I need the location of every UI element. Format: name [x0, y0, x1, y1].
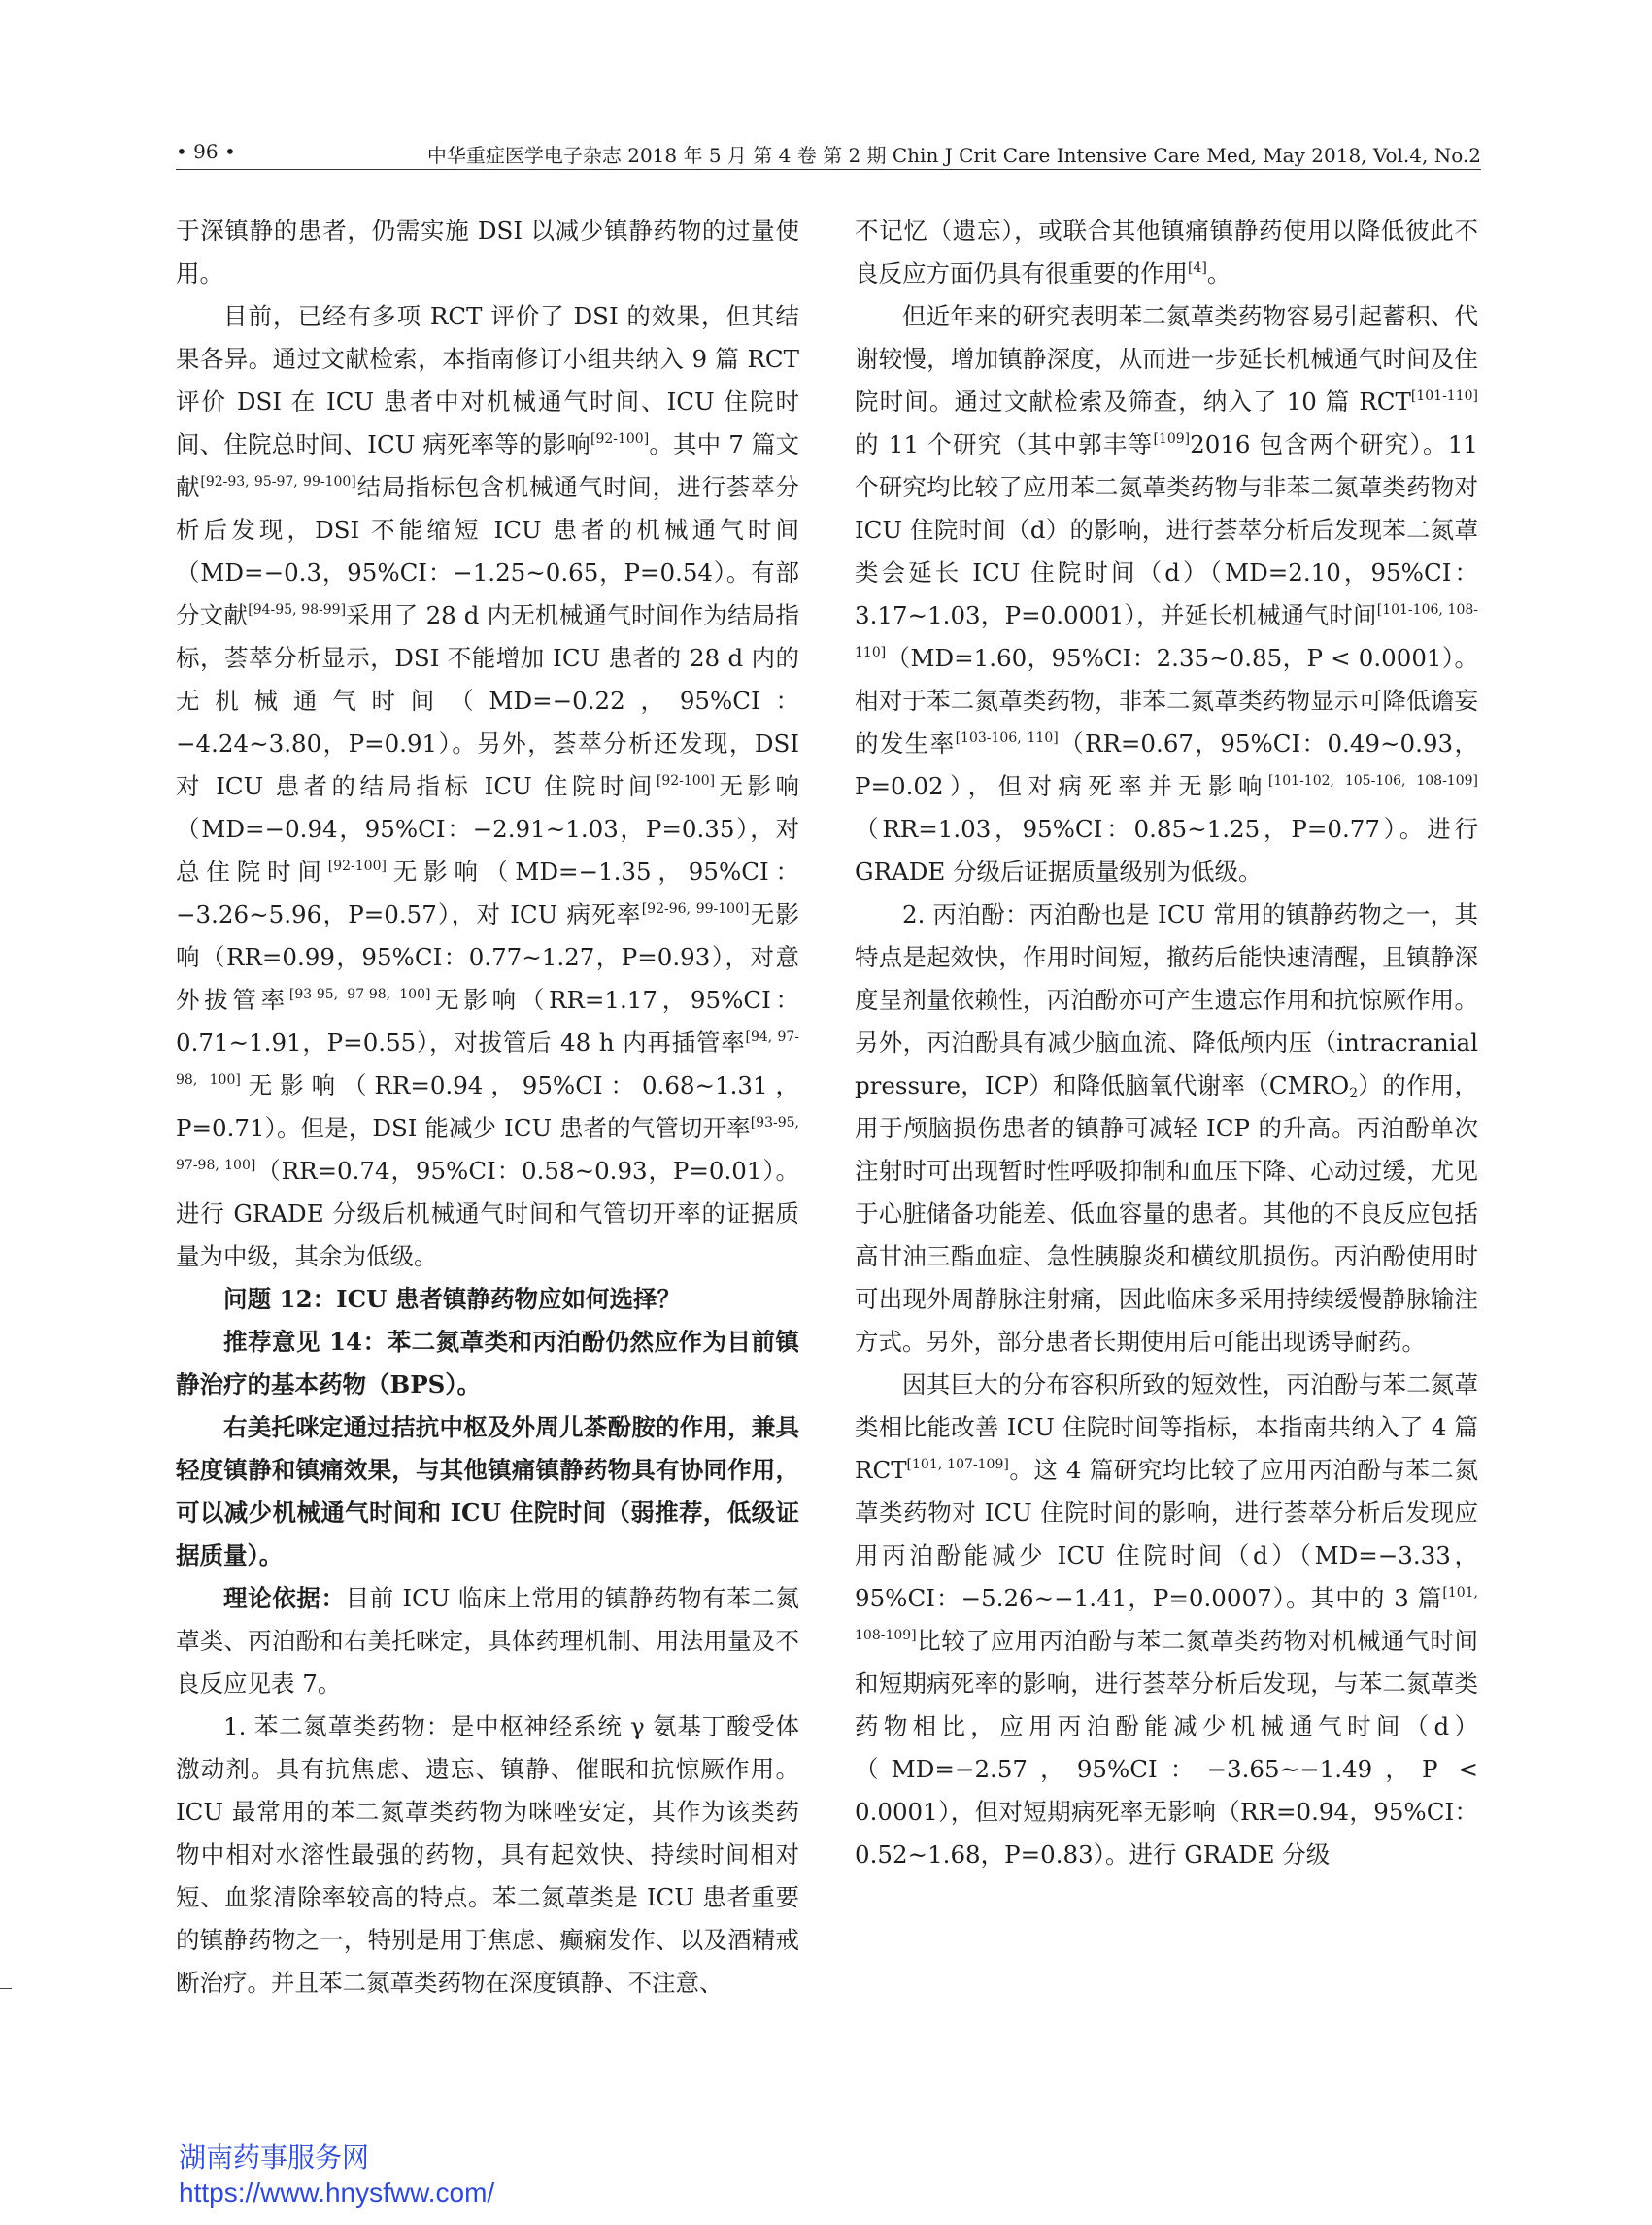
rationale-label: 理论依据： [223, 1584, 346, 1612]
margin-mark [0, 1988, 12, 1989]
citation: [93-95, 97-98, 100] [288, 987, 431, 1002]
citation: [92-93, 95-97, 99-100] [200, 474, 356, 489]
citation: [109] [1153, 431, 1191, 447]
paragraph-propofol-evidence: 因其巨大的分布容积所致的短效性，丙泊酚与苯二氮䓬类相比能改善 ICU 住院时间等指标，本指南共纳入了 4 篇 RCT[101, 107-109]。这 4 篇研究均比较了应用丙泊酚与苯二氮䓬类药物对 ICU 住院时间的影响，进行荟萃分析后发现应用丙泊酚能减少 ICU 住院时间（d）（MD=−3.33，95%CI：−5.26~−1.41，P=0.0007）。其中的 3 篇[101, 108-109]比较了应用丙泊酚与苯二氮䓬类药物对机械通气时间和短期病死率的影响，进行荟萃分析后发现，与苯二氮䓬类药物相比，应用丙泊酚能减少机械通气时间（d）（MD=−2.57，95%CI：−3.65~−1.49，P < 0.0001），但对短期病死率无影响（RR=0.94，95%CI：0.52~1.68，P=0.83）。进行 GRADE 分级 [855, 1370, 1478, 1869]
citation: [101-106, 108-110] [855, 602, 1478, 660]
left-column [176, 210, 799, 2005]
citation: [92-100] [327, 859, 387, 874]
journal-running-title: 中华重症医学电子杂志 2018 年 5 月 第 4 卷 第 2 期 Chin J Crit Care Intensive Care Med, May 2018, Vol.4, No.2 [426, 144, 1481, 167]
question-12-heading: 问题 12：ICU 患者镇静药物应如何选择？ [223, 1285, 681, 1313]
watermark [179, 2141, 494, 2210]
watermark-url[interactable]: https://www.hnysfww.com/ [179, 2177, 495, 2208]
paragraph-benzo-evidence: 但近年来的研究表明苯二氮䓬类药物容易引起蓄积、代谢较慢，增加镇静深度，从而进一步延长机械通气时间及住院时间。通过文献检索及筛查，纳入了 10 篇 RCT[101-110]的 11 个研究（其中郭丰等[109]2016 包含两个研究）。11 个研究均比较了应用苯二氮䓬类药物与非苯二氮䓬类药物对 ICU 住院时间（d）的影响，进行荟萃分析后发现苯二氮䓬类会延长 ICU 住院时间（d）（MD=2.10，95%CI：3.17~1.03，P=0.0001），并延长机械通气时间[101-106, 108-110]（MD=1.60，95%CI：2.35~0.85，P < 0.0001）。相对于苯二氮䓬类药物，非苯二氮䓬类药物显示可降低谵妄的发生率[103-106, 110]（RR=0.67，95%CI：0.49~0.93，P=0.02），但对病死率并无影响[101-102, 105-106, 108-109]（RR=1.03，95%CI：0.85~1.25，P=0.77）。进行 GRADE 分级后证据质量级别为低级。 [855, 302, 1478, 886]
citation: [103-106, 110] [955, 730, 1059, 746]
paragraph-dsi-continuation: 于深镇静的患者，仍需实施 DSI 以减少镇静药物的过量使用。 [176, 217, 799, 287]
paragraph-propofol: 2. 丙泊酚：丙泊酚也是 ICU 常用的镇静药物之一，其特点是起效快，作用时间短，撤药后能快速清醒，且镇静深度呈剂量依赖性，丙泊酚亦可产生遗忘作用和抗惊厥作用。另外，丙泊酚具有减少脑血流、降低颅内压（intracranial pressure，ICP）和降低脑氧代谢率$(CMRO_2)$的作用，用于颅脑损伤患者的镇静可减轻 ICP 的升高。丙泊酚单次注射时可出现暂时性呼吸抑制和血压下降、心动过缓，尤见于心脏储备功能差、低血容量的患者。其他的不良反应包括高甘油三酯血症、急性胰腺炎和横纹肌损伤。丙泊酚使用时可出现外周静脉注射痛，因此临床多采用持续缓慢静脉输注方式。另外，部分患者长期使用后可能出现诱导耐药。 [855, 900, 1478, 1356]
paragraph-benzodiazepines: 1. 苯二氮䓬类药物：是中枢神经系统 γ 氨基丁酸受体激动剂。具有抗焦虑、遗忘、镇静、催眠和抗惊厥作用。ICU 最常用的苯二氮䓬类药物为咪唑安定，其作为该类药物中相对水溶性最强的药物，具有起效快、持续时间相对短、血浆清除率较高的特点。苯二氮䓬类是 ICU 患者重要的镇静药物之一，特别是用于焦虑、癫痫发作、以及酒精戒断治疗。并且苯二氮䓬类药物在深度镇静、不注意、 [176, 1712, 799, 1997]
watermark-name: 湖南药事服务网 [179, 2142, 370, 2173]
citation: [93-95, 97-98, 100] [176, 1115, 799, 1173]
citation: [94, 97-98, 100] [176, 1029, 799, 1088]
paragraph-rationale: 理论依据：目前 ICU 临床上常用的镇静药物有苯二氮䓬类、丙泊酚和右美托咪定，具体药理机制、用法用量及不良反应见表 7。 [176, 1584, 799, 1698]
citation: [101, 107-109] [906, 1457, 1009, 1472]
right-column [855, 210, 1478, 1876]
citation: [101-102, 105-106, 108-109] [1267, 773, 1478, 789]
citation: [92-100] [590, 431, 650, 447]
citation: [92-100] [656, 773, 716, 789]
page-number: • 96 • [176, 140, 236, 163]
recommendation-14-dexmedetomidine: 右美托咪定通过拮抗中枢及外周儿茶酚胺的作用，兼具轻度镇静和镇痛效果，与其他镇痛镇静药物具有协同作用，可以减少机械通气时间和 ICU 住院时间（弱推荐，低级证据质量）。 [176, 1413, 799, 1569]
citation: [4] [1188, 260, 1207, 276]
recommendation-14: 推荐意见 14：苯二氮䓬类和丙泊酚仍然应作为目前镇静治疗的基本药物（BPS）。 [176, 1328, 799, 1399]
citation: [101, 108-109] [855, 1585, 1478, 1643]
paragraph-dsi-evidence: 目前，已经有多项 RCT 评价了 DSI 的效果，但其结果各异。通过文献检索，本指南修订小组共纳入 9 篇 RCT 评价 DSI 在 ICU 患者中对机械通气时间、ICU 住院时间、住院总时间、ICU 病死率等的影响[92-100]。其中 7 篇文献[92-93, 95-97, 99-100]结局指标包含机械通气时间，进行荟萃分析后发现，DSI 不能缩短 ICU 患者的机械通气时间（MD=−0.3，95%CI：−1.25~0.65，P=0.54）。有部分文献[94-95, 98-99]采用了 28 d 内无机械通气时间作为结局指标，荟萃分析显示，DSI 不能增加 ICU 患者的 28 d 内的无机械通气时间（MD=−0.22，95%CI：−4.24~3.80，P=0.91）。另外，荟萃分析还发现，DSI 对 ICU 患者的结局指标 ICU 住院时间[92-100]无影响（MD=−0.94，95%CI：−2.91~1.03，P=0.35），对总住院时间[92-100]无影响（MD=−1.35，95%CI：−3.26~5.96，P=0.57），对 ICU 病死率[92-96, 99-100]无影响（RR=0.99，95%CI：0.77~1.27，P=0.93），对意外拔管率[93-95, 97-98, 100]无影响（RR=1.17，95%CI：0.71~1.91，P=0.55），对拔管后 48 h 内再插管率[94, 97-98, 100]无影响（RR=0.94，95%CI：0.68~1.31，P=0.71）。但是，DSI 能减少 ICU 患者的气管切开率[93-95, 97-98, 100]（RR=0.74，95%CI：0.58~0.93，P=0.01）。进行 GRADE 分级后机械通气时间和气管切开率的证据质量为中级，其余为低级。 [176, 302, 800, 1270]
running-header [176, 136, 1481, 170]
citation: [94-95, 98-99] [248, 602, 347, 618]
citation: [92-96, 99-100] [641, 901, 750, 917]
subscript: 2 [1349, 1086, 1359, 1101]
paragraph-benzo-continuation: 不记忆（遗忘），或联合其他镇痛镇静药使用以降低彼此不良反应方面仍具有很重要的作用[4]。 [855, 217, 1478, 287]
citation: [101-110] [1410, 388, 1478, 404]
